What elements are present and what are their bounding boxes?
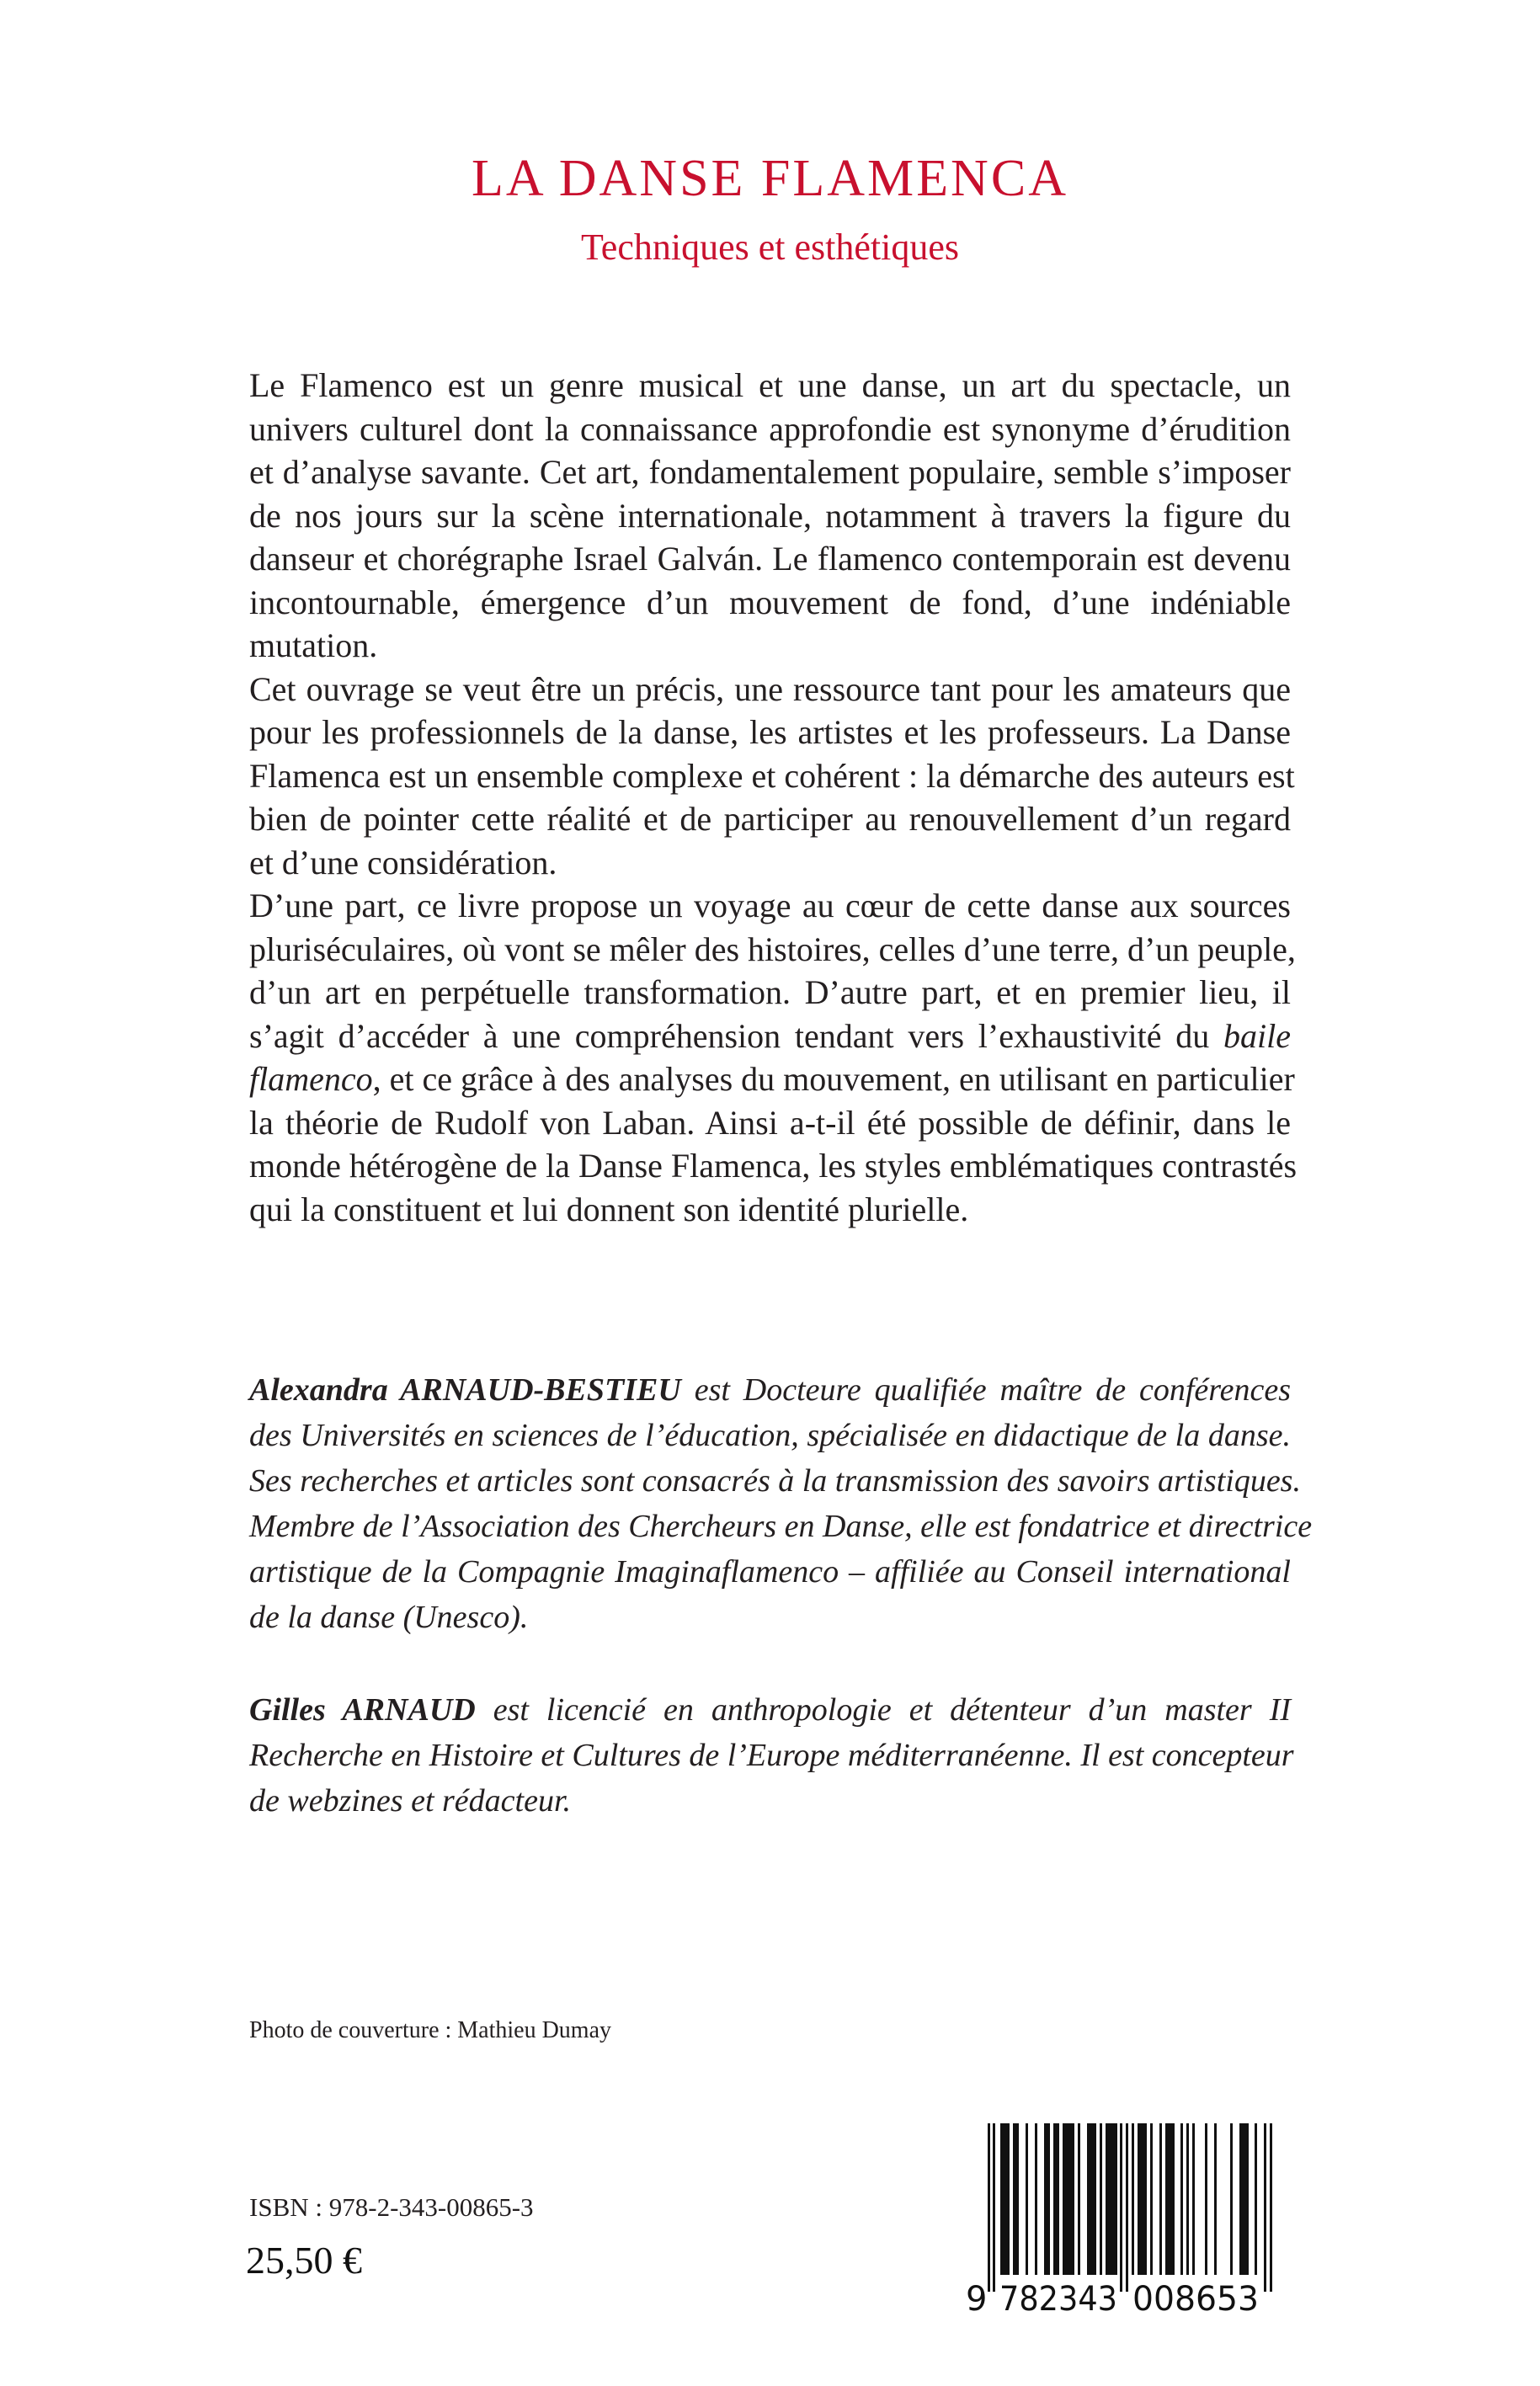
barcode-left-digits: 782343 [999,2280,1117,2317]
blurb-line: d’un art en perpétuelle transformation. D’autre part, et en premier lieu, il [249,973,1291,1011]
blurb-line: Flamenca est un ensemble complexe et cohérent : la démarche des auteurs est [249,756,1295,795]
blurb-line: pour les professionnels de la danse, les artistes et les professeurs. La Danse [249,713,1291,751]
bio-line: Recherche en Histoire et Cultures de l’Europe méditerranéenne. Il est concepteur [249,1738,1294,1773]
author-name: Alexandra ARNAUD-BESTIEU [249,1372,681,1408]
italic-term: flamenco [249,1060,373,1098]
book-title: LA DANSE FLAMENCA [472,150,1068,207]
blurb-line: bien de pointer cette réalité et de participer au renouvellement d’un regard [249,800,1291,838]
blurb-line: qui la constituent et lui donnent son identité plurielle. [249,1190,969,1228]
blurb-line: monde hétérogène de la Danse Flamenca, les styles emblématiques contrastés [249,1147,1298,1185]
blurb-line: mutation. [249,626,378,664]
isbn-text: ISBN : 978-2-343-00865-3 [249,2192,534,2222]
blurb-line: danseur et chorégraphe Israel Galván. Le flamenco contemporain est devenu [249,540,1291,578]
bio-text: est licencié en anthropologie et détenteur d’un master II [475,1692,1291,1728]
author-name: Gilles ARNAUD [249,1692,476,1728]
book-subtitle: Techniques et esthétiques [580,226,959,268]
barcode-first-digit: 9 [966,2280,988,2317]
blurb-text [249,364,1298,1231]
italic-term: baile [1223,1016,1292,1055]
bio-line: Ses recherches et articles sont consacrés à la transmission des savoirs artistiques. [249,1463,1301,1499]
blurb-line: Le Flamenco est un genre musical et une danse, un art du spectacle, un [249,366,1291,404]
blurb-line: incontournable, émergence d’un mouvement de fond, d’une indéniable [249,583,1291,621]
author-bio-alexandra [249,1367,1313,1640]
blurb-line [249,1057,1295,1101]
blurb-line-text: , et ce grâce à des analyses du mouvement, en utilisant en particulier [372,1060,1295,1098]
author-bio-gilles [249,1687,1294,1824]
blurb-line: et d’analyse savante. Cet art, fondamentalement populaire, semble s’imposer [249,453,1291,491]
blurb-line: et d’une considération. [249,843,557,881]
blurb-line: la théorie de Rudolf von Laban. Ainsi a-t-il été possible de définir, dans le [249,1103,1291,1142]
bio-line: des Universités en sciences de l’éducation, spécialisée en didactique de la danse. [249,1418,1291,1453]
blurb-line [249,1015,1291,1058]
ean13-barcode [964,2123,1301,2317]
bio-line [249,1687,1291,1733]
blurb-line-text: s’agit d’accéder à une compréhension tendant vers l’exhaustivité du [249,1016,1210,1055]
photo-credit: Photo de couverture : Mathieu Dumay [249,2017,612,2043]
barcode-right-digits: 008653 [1132,2280,1259,2317]
price-text: 25,50 € [246,2239,362,2282]
bio-text: est Docteure qualifiée maître de conférences [680,1372,1292,1408]
blurb-line: univers culturel dont la connaissance approfondie est synonyme d’érudition [249,409,1291,448]
blurb-line: pluriséculaires, où vont se mêler des histoires, celles d’une terre, d’un peuple, [249,929,1296,968]
blurb-line: D’une part, ce livre propose un voyage au cœur de cette danse aux sources [249,887,1291,924]
blurb-line: Cet ouvrage se veut être un précis, une ressource tant pour les amateurs que [249,669,1291,708]
barcode-icon [964,2123,1301,2317]
bio-line: Membre de l’Association des Chercheurs en Danse, elle est fondatrice et directrice [249,1509,1313,1544]
bio-line [249,1367,1291,1413]
bio-line: de webzines et rédacteur. [249,1783,572,1819]
bio-line: de la danse (Unesco). [249,1600,529,1635]
blurb-line: de nos jours sur la scène internationale, notamment à travers la figure du [249,496,1291,535]
bio-line: artistique de la Compagnie Imaginaflamenco – affiliée au Conseil international [249,1554,1291,1590]
